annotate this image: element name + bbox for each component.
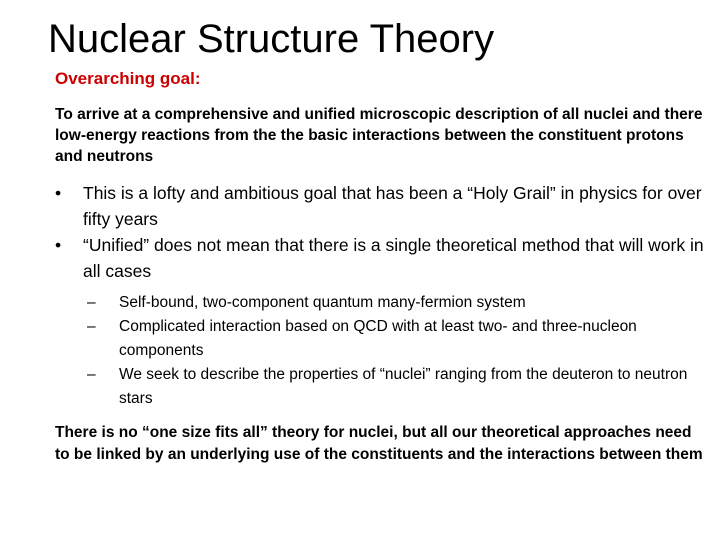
- bullet-marker: •: [55, 235, 62, 255]
- slide-title: Nuclear Structure Theory: [48, 17, 495, 61]
- bullet-text: “Unified” does not mean that there is a single theoretical method that will work in all cases: [83, 235, 704, 281]
- sub-bullet-text: Self-bound, two-component quantum many-fermion system: [119, 294, 526, 311]
- sub-bullet-marker: –: [87, 294, 96, 311]
- bullet-list: [55, 180, 705, 284]
- conclusion-text: There is no “one size fits all” theory for nuclei, but all our theoretical approaches need to be linked by an underlying use of the constituents and the interactions between them: [55, 424, 703, 463]
- goal-text: To arrive at a comprehensive and unified microscopic description of all nuclei and there low-energy reactions from the the basic interactions between the constituent protons and neutrons: [55, 106, 703, 165]
- bullet-text: This is a lofty and ambitious goal that has been a “Holy Grail” in physics for over fifty years: [83, 183, 702, 229]
- bullet-item: [55, 180, 705, 232]
- sub-bullet-text: We seek to describe the properties of “nuclei” ranging from the deuteron to neutron stars: [119, 366, 688, 407]
- sub-bullet-group: [87, 285, 702, 411]
- bullet-marker: •: [55, 183, 62, 203]
- sub-bullet-marker: –: [87, 318, 96, 335]
- sub-bullet-item: [87, 363, 702, 411]
- goal-heading: Overarching goal:: [55, 69, 201, 88]
- sub-bullet-list: [87, 291, 702, 411]
- sub-bullet-item: [87, 291, 702, 315]
- bullet-item: [55, 232, 705, 284]
- sub-bullet-text: Complicated interaction based on QCD with at least two- and three-nucleon components: [119, 318, 637, 359]
- sub-bullet-marker: –: [87, 366, 96, 383]
- sub-bullet-item: [87, 315, 702, 363]
